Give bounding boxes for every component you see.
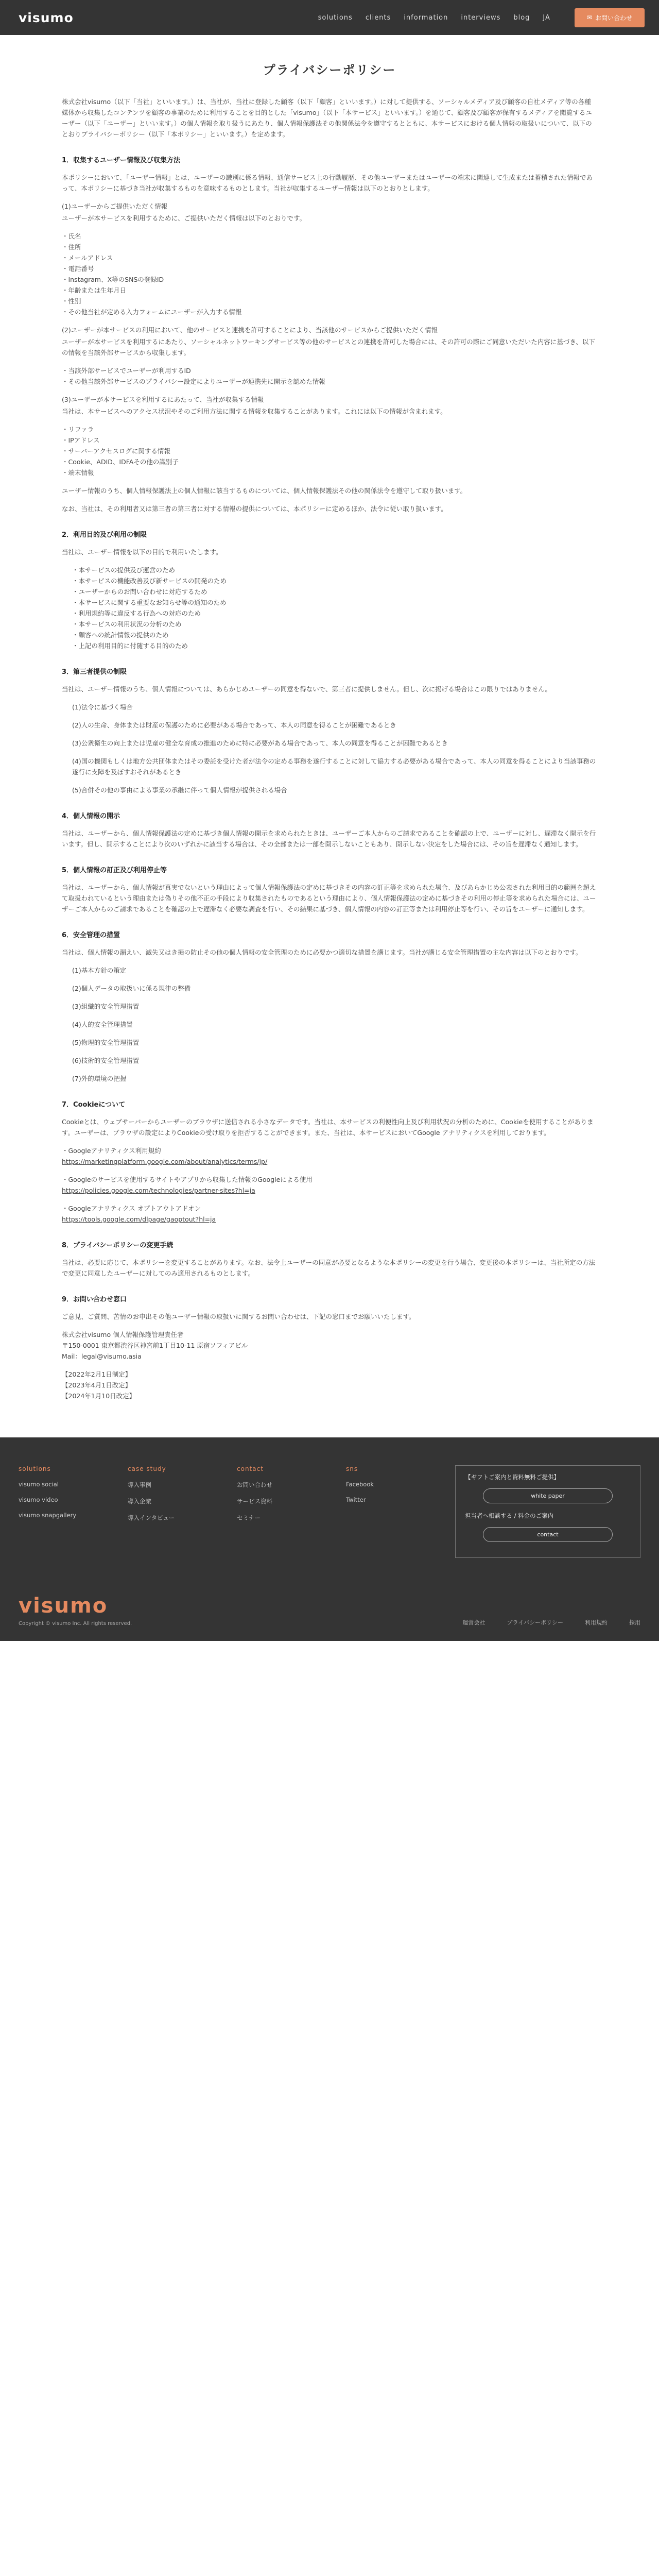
footer-link[interactable]: セミナー — [237, 1514, 261, 1521]
recruit-link[interactable]: 採用 — [629, 1619, 640, 1626]
date-line: 【2023年4月1日改定】 — [62, 1381, 132, 1389]
list-item: ・サーバーアクセスログに関する情報 — [62, 447, 170, 455]
list-item: ・本サービスの機能改善及び新サービスの開発のため — [72, 577, 227, 585]
section-heading: 4．個人情報の開示 — [62, 812, 120, 820]
contact-line: 株式会社visumo 個人情報保護管理責任者 — [62, 1331, 184, 1338]
section-heading: 1．収集するユーザー情報及び収集方法 — [62, 157, 181, 164]
footer-col-title: sns — [346, 1465, 358, 1472]
section-heading: 6．安全管理の措置 — [62, 931, 120, 939]
contact-button[interactable] — [575, 8, 645, 27]
subsection-heading: (3)ユーザーが本サービスを利用するにあたって、当社が収集する情報 — [62, 396, 264, 403]
subsection-heading: (2)ユーザーが本サービスの利用において、他のサービスと連携を許可することにより、当該他のサービスからご提供いただく情報 — [62, 326, 438, 334]
section-text: 当社は、ユーザーから、個人情報が真実でないという理由によって個人情報保護法の定めに基づきその内容の訂正等を求められた場合、及びあらかじめ公表された利用目的の範囲を超えて取扱われているという理由または偽りその他不正の手段により収集されたものであるという理由により、個人情報保護法の定めに基づきその利用の停止等を求められた場合には、ユーザーご本人からのご請求であることを確認の上で遅滞なく必要な調査を行い、その結果に基づき、個人情報の内容の訂正等または利用停止等を行い、その旨をユーザーに通知します。 — [62, 884, 596, 913]
purpose-list — [62, 565, 597, 651]
cookie-links — [62, 1145, 597, 1225]
footer-col-title: case study — [128, 1465, 166, 1472]
date-line: 【2024年1月10日改定】 — [62, 1392, 136, 1400]
footer-link[interactable]: お問い合わせ — [237, 1481, 272, 1488]
nav-solutions[interactable]: solutions — [318, 13, 353, 22]
list-item: ・電話番号 — [62, 265, 94, 273]
section-heading: 2．利用目的及び利用の制限 — [62, 531, 147, 539]
list-item: ・上記の利用目的に付随する目的のため — [72, 642, 188, 650]
list-item: ・メールアドレス — [62, 254, 113, 262]
list-item: (6)技術的安全管理措置 — [72, 1057, 140, 1064]
info-list — [62, 231, 597, 317]
facebook-link[interactable]: Facebook — [346, 1481, 374, 1488]
footer-link[interactable]: visumo snapgallery — [19, 1512, 77, 1519]
footer-link[interactable]: visumo video — [19, 1496, 58, 1503]
section-text: なお、当社は、その利用者又は第三者の第三者に対する情報の提供については、本ポリシーに定めるほか、法令に従い取り扱います。 — [62, 505, 447, 513]
list-item: ・年齢または生年月日 — [62, 286, 127, 294]
list-item: ・本サービスに関する重要なお知らせ等の通知のため — [72, 599, 227, 606]
list-item: ・本サービスの利用状況の分析のため — [72, 620, 182, 628]
list-item: ・その他当社が定める入力フォームにユーザーが入力する情報 — [62, 308, 242, 316]
white-paper-button[interactable]: white paper — [483, 1488, 613, 1503]
footer-bottom-links — [463, 1618, 640, 1626]
section-text: 当社は、個人情報の漏えい、滅失又はき損の防止その他の個人情報の安全管理のために必要かつ適切な措置を講じます。当社が講じる安全管理措置の主な内容は以下のとおりです。 — [62, 948, 582, 956]
list-item: (7)外的環境の把握 — [72, 1075, 127, 1082]
link-label: ・Googleアナリティクス オプトアウトアドオン — [62, 1205, 201, 1212]
list-item: (1)基本方針の策定 — [72, 967, 127, 974]
site-header — [0, 0, 659, 35]
nav-blog[interactable]: blog — [513, 13, 530, 22]
privacy-link[interactable]: プライバシーポリシー — [507, 1619, 563, 1626]
exception-list — [62, 702, 597, 795]
footer-col-title: solutions — [19, 1465, 51, 1472]
policy-content — [62, 96, 597, 1401]
contact-info — [62, 1329, 597, 1362]
footer-contact-button[interactable]: contact — [483, 1527, 613, 1542]
nav-language[interactable]: JA — [543, 13, 550, 22]
section-text: ユーザーが本サービスを利用するために、ご提供いただく情報は以下のとおりです。 — [62, 214, 306, 222]
list-item: ・利用規約等に違反する行為への対応のため — [72, 609, 201, 617]
section-text: 当社は、本サービスへのアクセス状況やそのご利用方法に関する情報を収集することがあります。これには以下の情報が含まれます。 — [62, 408, 447, 415]
footer-col-contact — [237, 1465, 346, 1558]
footer-cta-box — [455, 1465, 640, 1558]
header-logo[interactable]: visumo — [19, 10, 74, 25]
section-heading: 7．Cookieについて — [62, 1101, 126, 1109]
list-item: ・端末情報 — [62, 469, 94, 477]
nav-interviews[interactable]: interviews — [461, 13, 501, 22]
footer-col-solutions — [19, 1465, 128, 1558]
list-item: (2)人の生命、身体または財産の保護のために必要がある場合であって、本人の同意を得ることが困難であるとき — [72, 721, 396, 729]
mail-icon: ✉ — [586, 14, 592, 21]
info-list — [62, 424, 597, 478]
terms-link[interactable]: https://marketingplatform.google.com/about/analytics/terms/jp/ — [62, 1158, 268, 1165]
list-item: ・本サービスの提供及び運営のため — [72, 566, 176, 574]
list-item: ・氏名 — [62, 232, 81, 240]
list-item: (3)組織的安全管理措置 — [72, 1003, 140, 1010]
global-nav — [318, 8, 645, 27]
security-list — [62, 965, 597, 1084]
link-label: ・Googleのサービスを使用するサイトやアプリから収集した情報のGoogleによる使用 — [62, 1176, 313, 1183]
list-item: ・住所 — [62, 243, 81, 251]
nav-clients[interactable]: clients — [365, 13, 391, 22]
contact-line: 〒150-0001 東京都渋谷区神宮前1丁目10-11 原宿ソフィアビル — [62, 1342, 248, 1349]
footer-columns — [19, 1465, 640, 1558]
footer-cta-subtitle: 担当者へ相談する / 料金のご案内 — [465, 1512, 554, 1519]
list-item: (3)公衆衛生の向上または児童の健全な育成の推進のために特に必要がある場合であって、本人の同意を得ることが困難であるとき — [72, 739, 448, 747]
footer-col-title: contact — [237, 1465, 264, 1472]
footer-link[interactable]: サービス資料 — [237, 1498, 272, 1505]
section-heading: 3．第三者提供の制限 — [62, 668, 127, 676]
footer-col-sns — [346, 1465, 455, 1558]
section-text: ユーザーが本サービスを利用するにあたり、ソーシャルネットワーキングサービス等の他のサービスとの連携を許可した場合には、その許可の際にご同意いただいた内容に基づき、以下の情報を当該外部サービスから収集します。 — [62, 338, 595, 357]
list-item: (4)人的安全管理措置 — [72, 1021, 133, 1028]
section-text: 当社は、ユーザー情報を以下の目的で利用いたします。 — [62, 548, 222, 556]
section-text: 当社は、ユーザーから、個人情報保護法の定めに基づき個人情報の開示を求められたときは、ユーザーご本人からのご請求であることを確認の上で、ユーザーに対し、遅滞なく開示を行います。但し、開示することにより次のいずれかに該当する場合は、その全部または一部を開示しないこともあり、開示しない決定をした場合には、その旨を遅滞なく通知します。 — [62, 829, 596, 848]
section-heading: 9．お問い合わせ窓口 — [62, 1296, 127, 1303]
list-item: ・顧客への統計情報の提供のため — [72, 631, 169, 639]
list-item: ・リファラ — [62, 426, 94, 433]
section-heading: 5．個人情報の訂正及び利用停止等 — [62, 867, 167, 874]
footer-link[interactable]: 導入事例 — [128, 1481, 151, 1488]
date-line: 【2022年2月1日制定】 — [62, 1370, 132, 1378]
nav-information[interactable]: information — [404, 13, 448, 22]
footer-link[interactable]: 導入インタビュー — [128, 1514, 175, 1521]
section-heading: 8．プライバシーポリシーの変更手続 — [62, 1242, 174, 1249]
footer-cta-title: 【ギフトご案内と資料無料ご提供】 — [465, 1473, 560, 1481]
list-item: ・その他当該外部サービスのプライバシー設定によりユーザーが連携先に開示を認めた情報 — [62, 378, 325, 385]
contact-button-label: お問い合わせ — [595, 14, 632, 22]
footer-link[interactable]: 導入企業 — [128, 1498, 151, 1505]
list-item: ・IPアドレス — [62, 436, 100, 444]
partner-sites-link[interactable]: https://policies.google.com/technologies/partner-sites?hl=ja — [62, 1187, 255, 1194]
section-text: ユーザー情報のうち、個人情報保護法上の個人情報に該当するものについては、個人情報保護法その他の関係法令を遵守して取り扱います。 — [62, 487, 467, 495]
footer-logo[interactable]: visumo — [19, 1594, 108, 1618]
info-list — [62, 365, 597, 387]
footer-col-case-study — [128, 1465, 237, 1558]
footer-link[interactable]: visumo social — [19, 1481, 59, 1488]
list-item: ・ユーザーからのお問い合わせに対応するため — [72, 588, 207, 596]
revision-dates — [62, 1369, 597, 1401]
section-text: Cookieとは、ウェブサーバーからユーザーのブラウザに送信される小さなデータです。当社は、本サービスの利便性向上及び利用状況の分析のために、Cookieを使用することがあります。ユーザーは、ブラウザの設定によりCookieの受け取りを拒否することができます。また、当社は、本サービスにおいてGoogle アナリティクスを利用しております。 — [62, 1118, 594, 1137]
section-text: 当社は、必要に応じて、本ポリシーを変更することがあります。なお、法令上ユーザーの同意が必要となるような本ポリシーの変更を行う場合、変更後の本ポリシーは、当社所定の方法で変更に同意したユーザーに対してのみ適用されるものとします。 — [62, 1259, 596, 1277]
copyright: Copyright © visumo Inc. All rights reserved. — [19, 1621, 132, 1626]
section-text: 本ポリシーにおいて、「ユーザー情報」とは、ユーザーの識別に係る情報、通信サービス上の行動履歴、その他ユーザーまたはユーザーの端末に関連して生成または蓄積された情報であって、本ポリシーに基づき当社が収集するものを意味するものとします。当社が収集するユーザー情報は以下のとおりとします。 — [62, 174, 593, 192]
list-item: (1)法令に基づく場合 — [72, 703, 133, 711]
optout-link[interactable]: https://tools.google.com/dlpage/gaoptout?hl=ja — [62, 1215, 216, 1223]
list-item: (5)合併その他の事由による事業の承継に伴って個人情報が提供される場合 — [72, 786, 287, 794]
footer-cta-row — [465, 1473, 631, 1481]
list-item: ・当該外部サービスでユーザーが利用するID — [62, 367, 191, 375]
terms-link[interactable]: 利用規約 — [585, 1619, 608, 1626]
contact-line: Mail：legal@visumo.asia — [62, 1352, 142, 1360]
list-item: ・性別 — [62, 297, 81, 305]
section-text: ご意見、ご質問、苦情のお申出その他ユーザー情報の取扱いに関するお問い合わせは、下記の窓口までお願いいたします。 — [62, 1313, 415, 1320]
site-footer — [0, 1437, 659, 1641]
footer-cta-row — [465, 1512, 631, 1520]
subsection-heading: (1)ユーザーからご提供いただく情報 — [62, 202, 168, 210]
twitter-link[interactable]: Twitter — [346, 1496, 366, 1503]
list-item: (2)個人データの取扱いに係る規律の整備 — [72, 985, 191, 992]
intro-text: 株式会社visumo（以下「当社」といいます。）は、当社が、当社に登録した顧客（以下「顧客」といいます。）に対して提供する、ソーシャルメディア及び顧客の自社メディア等の各種媒体から収集したコンテンツを顧客の事業のために利用することを目的とした「visumo」（以下「本サービス」といいます。）を通じて、顧客及び顧客が保有するメディアを閲覧するユーザー（以下「ユーザー」といいます。）の個人情報を取り扱うにあたり、個人情報保護法その他関係法令を遵守するとともに、本サービスにおける個人情報の取扱いについて、以下のとおりプライバシーポリシー（以下「本ポリシー」といいます。）を定めます。 — [62, 98, 592, 138]
page-title: プライバシーポリシー — [263, 63, 396, 77]
section-text: 当社は、ユーザー情報のうち、個人情報については、あらかじめユーザーの同意を得ないで、第三者に提供しません。但し、次に掲げる場合はこの限りではありません。 — [62, 685, 552, 693]
footer-bottom — [19, 1594, 640, 1626]
list-item: ・Cookie、ADID、IDFAその他の識別子 — [62, 458, 179, 466]
link-label: ・Googleアナリティクス利用規約 — [62, 1147, 161, 1155]
list-item: (4)国の機関もしくは地方公共団体またはその委託を受けた者が法令の定める事務を遂行することに対して協力する必要がある場合であって、本人の同意を得ることにより当該事務の遂行に支障を及ぼすおそれがあるとき — [72, 757, 596, 776]
list-item: ・Instagram、X等のSNSの登録ID — [62, 276, 164, 283]
company-link[interactable]: 運営会社 — [462, 1619, 485, 1626]
list-item: (5)物理的安全管理措置 — [72, 1039, 140, 1046]
